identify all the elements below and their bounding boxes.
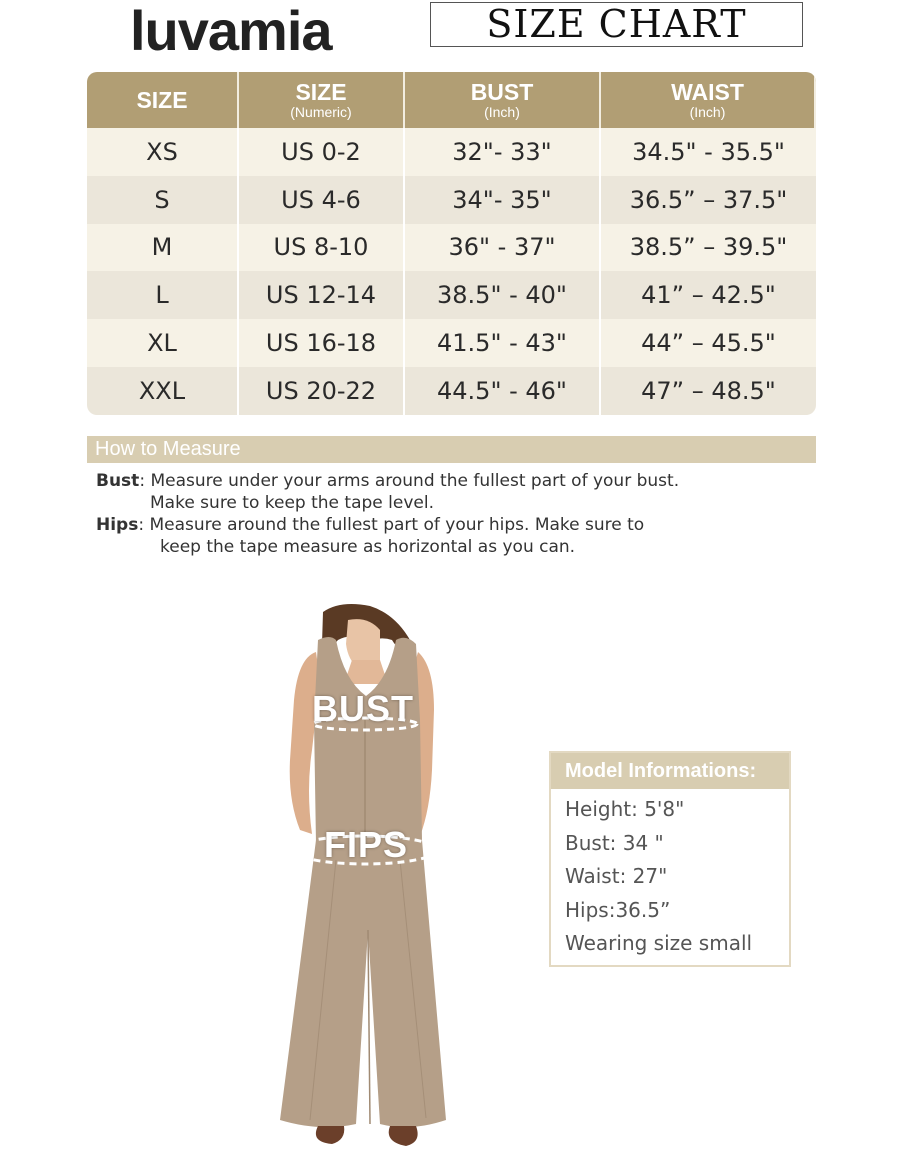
header-size-numeric [239,72,405,128]
header-size [87,72,239,128]
table-cell-waist: 36.5” – 37.5" [601,176,816,224]
table-cell-bust: 36" - 37" [405,224,601,272]
brand-logo: luvamia [130,0,332,62]
table-cell-numeric: US 12-14 [239,271,405,319]
table-cell-bust: 34"- 35" [405,176,601,224]
header-label: WAIST [671,79,744,105]
hips-line-2: keep the tape measure as horizontal as you can. [160,537,576,557]
size-table [87,72,816,415]
model-hips: Hips:36.5” [565,897,671,922]
table-cell-numeric: US 4-6 [239,176,405,224]
bust-photo-label: BUST [312,688,414,729]
hips-instruction [96,514,816,536]
header-label: BUST [470,79,534,105]
table-cell-numeric: US 20-22 [239,367,405,415]
model-info-heading: Model Informations: [551,753,789,789]
table-cell-size: XXL [87,367,239,415]
table-cell-size: M [87,224,239,272]
table-cell-numeric: US 0-2 [239,128,405,176]
jumpsuit-legs [280,840,446,1127]
hips-photo-label: FIPS [324,824,409,865]
how-to-measure-heading: How to Measure [87,436,816,463]
hips-line-1: : Measure around the fullest part of your hips. Make sure to [138,515,645,535]
bust-term: Bust [96,471,140,491]
model-wearing-size: Wearing size small [565,931,753,955]
table-cell-numeric: US 8-10 [239,224,405,272]
model-height: Height: 5'8" [565,797,685,821]
table-cell-waist: 47” – 48.5" [601,367,816,415]
page-title: SIZE CHART [430,2,803,47]
header-waist [601,72,816,128]
table-cell-bust: 32"- 33" [405,128,601,176]
model-photo [220,600,460,1155]
header-size-label: SIZE [136,87,188,113]
table-cell-bust: 38.5" - 40" [405,271,601,319]
header-sublabel: (Numeric) [290,104,352,120]
model-bust: Bust: 34 " [565,830,664,855]
header-sublabel: (Inch) [484,104,520,120]
table-cell-waist: 44” – 45.5" [601,319,816,367]
how-to-measure-text [96,470,816,558]
header-sublabel: (Inch) [689,104,726,120]
hips-term: Hips [96,515,139,535]
table-cell-waist: 41” – 42.5" [601,271,816,319]
model-waist: Waist: 27" [565,864,668,888]
model-sandals [316,1126,344,1144]
table-cell-size: S [87,176,239,224]
bust-instruction [96,470,816,492]
table-cell-waist: 34.5" - 35.5" [601,128,816,176]
table-cell-bust: 41.5" - 43" [405,319,601,367]
model-info-panel [549,751,791,967]
table-cell-bust: 44.5" - 46" [405,367,601,415]
table-cell-numeric: US 16-18 [239,319,405,367]
bust-line-1: : Measure under your arms around the fullest part of your bust. [139,471,680,491]
bust-line-2: Make sure to keep the tape level. [150,493,434,513]
header-label: SIZE [295,79,347,105]
table-cell-size: L [87,271,239,319]
table-cell-size: XL [87,319,239,367]
header-bust [405,72,601,128]
table-cell-size: XS [87,128,239,176]
table-cell-waist: 38.5” – 39.5" [601,224,816,272]
